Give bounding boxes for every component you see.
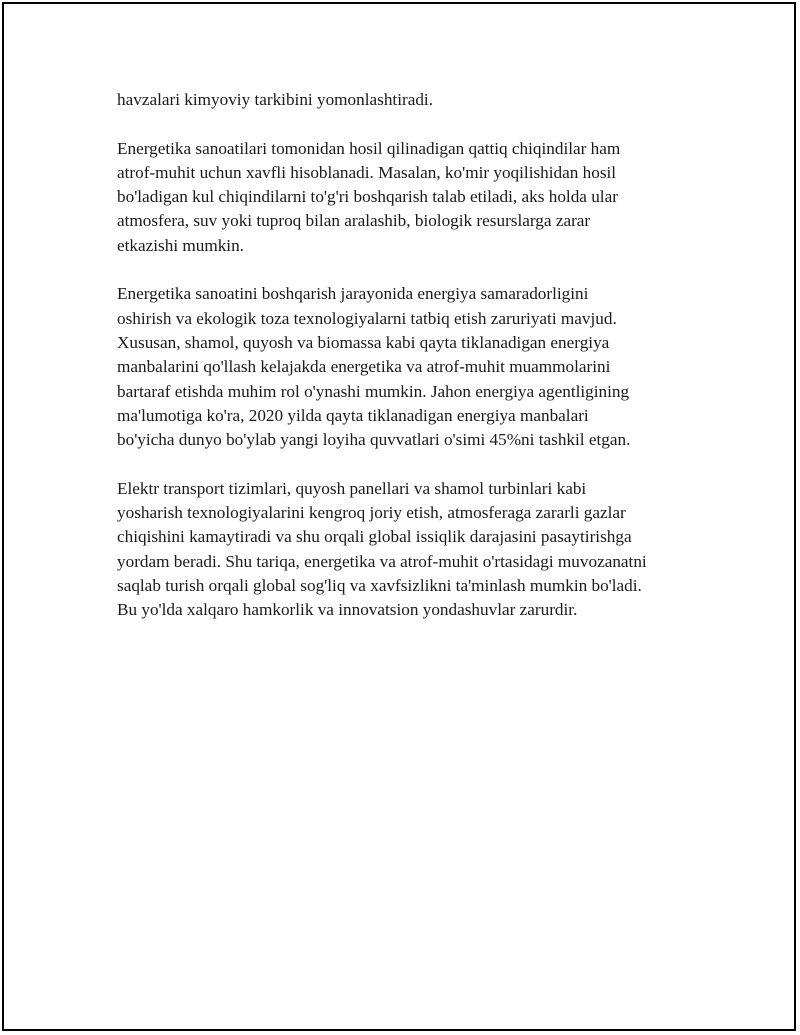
paragraph-1: havzalari kimyoviy tarkibini yomonlashtiradi. [117,90,433,109]
paragraph-2: Energetika sanoatilari tomonidan hosil qilinadigan qattiq chiqindilar ham atrof-muhit uchun xavfli hisoblanadi. Masalan, ko'mir yoqilishidan hosil bo'ladigan kul chiqindilarni to'g'ri boshqarish talab etiladi, aks holda ular atmosfera, suv yoki tuproq bilan aralashib, biologik resurslarga zarar etkazishi mumkin. [117,138,621,255]
paragraph-4: Elektr transport tizimlari, quyosh panellari va shamol turbinlari kabi yosharish texnologiyalarini kengroq joriy etish, atmosferaga zararli gazlar chiqishini kamaytiradi va shu orqali global issiqlik darajasini pasaytirishga yordam beradi. Shu tariqa, energetika va atrof-muhit o'rtasidagi muvozanatni saqlab turish orqali global sog'liq va xavfsizlikni ta'minlash mumkin bo'ladi. Bu yo'lda xalqaro hamkorlik va innovatsion yondashuvlar zarurdir. [117,478,647,620]
paragraph-3: Energetika sanoatini boshqarish jarayonida energiya samaradorligini oshirish va ekologik toza texnologiyalarni tatbiq etish zaruriyati mavjud. Xususan, shamol, quyosh va biomassa kabi qayta tiklanadigan energiya manbalarini qo'llash kelajakda energetika va atrof-muhit muammolarini bartaraf etishda muhim rol o'ynashi mumkin. Jahon energiya agentligining ma'lumotiga ko'ra, 2020 yilda qayta tiklanadigan energiya manbalari bo'yicha dunyo bo'ylab yangi loyiha quvvatlari o'simi 45%ni tashkil etgan. [117,284,631,450]
document-body [117,88,697,647]
